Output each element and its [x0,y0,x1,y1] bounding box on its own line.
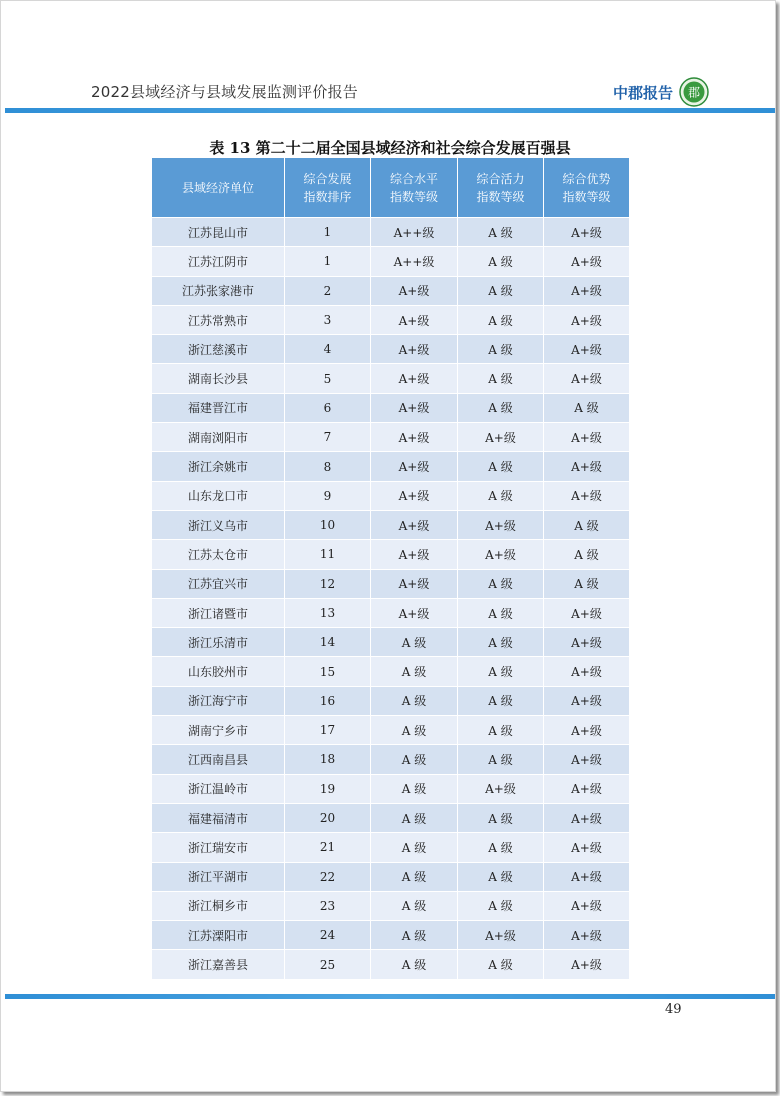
cell-rank: 1 [285,247,371,276]
cell-rank: 8 [285,452,371,481]
table-row [152,598,630,627]
cell-level-grade: A 级 [371,774,458,803]
table-row [152,657,630,686]
cell-county-name: 浙江诸暨市 [152,598,285,627]
table-row [152,540,630,569]
cell-county-name: 湖南浏阳市 [152,423,285,452]
footer-divider [5,994,775,999]
cell-level-grade: A+级 [371,276,458,305]
table-row [152,393,630,422]
cell-advantage-grade: A+级 [544,628,630,657]
cell-vitality-grade: A 级 [458,686,544,715]
table-row [152,891,630,920]
cell-rank: 2 [285,276,371,305]
cell-level-grade: A+级 [371,481,458,510]
cell-level-grade: A++级 [371,247,458,276]
cell-county-name: 浙江瑞安市 [152,833,285,862]
cell-level-grade: A 级 [371,686,458,715]
cell-county-name: 浙江余姚市 [152,452,285,481]
header-advantage [544,158,630,218]
cell-vitality-grade: A+级 [458,540,544,569]
cell-vitality-grade: A 级 [458,247,544,276]
cell-level-grade: A+级 [371,452,458,481]
cell-rank: 19 [285,774,371,803]
cell-rank: 21 [285,833,371,862]
table-row [152,276,630,305]
cell-county-name: 浙江温岭市 [152,774,285,803]
cell-county-name: 浙江慈溪市 [152,335,285,364]
cell-vitality-grade: A 级 [458,628,544,657]
cell-rank: 1 [285,218,371,247]
county-ranking-table [151,157,630,980]
table-body [152,218,630,980]
cell-advantage-grade: A+级 [544,598,630,627]
cell-level-grade: A 级 [371,745,458,774]
cell-vitality-grade: A 级 [458,891,544,920]
table-row [152,921,630,950]
table-row [152,305,630,334]
cell-county-name: 浙江海宁市 [152,686,285,715]
table-row [152,218,630,247]
header-rank [285,158,371,218]
cell-rank: 15 [285,657,371,686]
cell-rank: 12 [285,569,371,598]
cell-level-grade: A+级 [371,305,458,334]
cell-rank: 3 [285,305,371,334]
cell-vitality-grade: A 级 [458,218,544,247]
cell-rank: 4 [285,335,371,364]
cell-vitality-grade: A 级 [458,803,544,832]
cell-vitality-grade: A 级 [458,833,544,862]
cell-advantage-grade: A+级 [544,481,630,510]
cell-level-grade: A 级 [371,891,458,920]
cell-rank: 20 [285,803,371,832]
report-title: 2022县域经济与县域发展监测评价报告 [91,83,358,101]
cell-level-grade: A+级 [371,364,458,393]
cell-rank: 6 [285,393,371,422]
cell-rank: 5 [285,364,371,393]
cell-advantage-grade: A+级 [544,891,630,920]
table-row [152,569,630,598]
cell-county-name: 浙江义乌市 [152,510,285,539]
cell-vitality-grade: A 级 [458,452,544,481]
table-row [152,950,630,979]
cell-county-name: 浙江平湖市 [152,862,285,891]
header-level [371,158,458,218]
cell-advantage-grade: A 级 [544,510,630,539]
cell-level-grade: A++级 [371,218,458,247]
brand-name: 中郡报告 [613,83,674,102]
cell-advantage-grade: A+级 [544,423,630,452]
cell-county-name: 浙江乐清市 [152,628,285,657]
cell-level-grade: A+级 [371,393,458,422]
cell-advantage-grade: A+级 [544,657,630,686]
cell-county-name: 江苏宜兴市 [152,569,285,598]
cell-vitality-grade: A 级 [458,569,544,598]
cell-rank: 18 [285,745,371,774]
cell-advantage-grade: A+级 [544,247,630,276]
cell-county-name: 江苏张家港市 [152,276,285,305]
cell-county-name: 江苏昆山市 [152,218,285,247]
cell-advantage-grade: A+级 [544,833,630,862]
cell-advantage-grade: A+级 [544,305,630,334]
cell-level-grade: A 级 [371,803,458,832]
table-row [152,364,630,393]
cell-county-name: 福建晋江市 [152,393,285,422]
cell-advantage-grade: A+级 [544,218,630,247]
table-caption: 表 13 第二十二届全国县域经济和社会综合发展百强县 [209,139,571,157]
cell-level-grade: A+级 [371,423,458,452]
cell-advantage-grade: A+级 [544,803,630,832]
table-row [152,481,630,510]
page-number: 49 [665,1002,682,1017]
cell-rank: 10 [285,510,371,539]
cell-rank: 17 [285,716,371,745]
cell-county-name: 江苏太仓市 [152,540,285,569]
cell-vitality-grade: A 级 [458,950,544,979]
cell-vitality-grade: A 级 [458,393,544,422]
cell-level-grade: A+级 [371,540,458,569]
cell-county-name: 江西南昌县 [152,745,285,774]
table-row [152,833,630,862]
cell-advantage-grade: A+级 [544,774,630,803]
table-row [152,423,630,452]
cell-county-name: 山东胶州市 [152,657,285,686]
header-vitality [458,158,544,218]
table-row [152,452,630,481]
cell-advantage-grade: A+级 [544,452,630,481]
cell-advantage-grade: A+级 [544,745,630,774]
cell-county-name: 江苏常熟市 [152,305,285,334]
cell-advantage-grade: A+级 [544,686,630,715]
cell-level-grade: A+级 [371,510,458,539]
cell-level-grade: A+级 [371,569,458,598]
cell-advantage-grade: A+级 [544,335,630,364]
cell-rank: 14 [285,628,371,657]
cell-vitality-grade: A 级 [458,276,544,305]
table-row [152,774,630,803]
cell-vitality-grade: A 级 [458,598,544,627]
cell-advantage-grade: A+级 [544,862,630,891]
cell-advantage-grade: A+级 [544,364,630,393]
cell-vitality-grade: A 级 [458,481,544,510]
cell-level-grade: A+级 [371,598,458,627]
cell-vitality-grade: A+级 [458,423,544,452]
cell-vitality-grade: A+级 [458,921,544,950]
cell-level-grade: A 级 [371,657,458,686]
cell-rank: 11 [285,540,371,569]
brand [613,77,709,107]
cell-rank: 13 [285,598,371,627]
cell-level-grade: A 级 [371,716,458,745]
table-row [152,335,630,364]
cell-level-grade: A 级 [371,862,458,891]
table-row [152,247,630,276]
cell-county-name: 山东龙口市 [152,481,285,510]
cell-advantage-grade: A+级 [544,276,630,305]
table-row [152,716,630,745]
cell-level-grade: A 级 [371,950,458,979]
cell-vitality-grade: A 级 [458,745,544,774]
header-advantage-text: 综合优势指数等级 [562,171,611,204]
table-row [152,745,630,774]
cell-rank: 25 [285,950,371,979]
cell-advantage-grade: A 级 [544,393,630,422]
table-row [152,686,630,715]
table-row [152,862,630,891]
cell-county-name: 江苏江阴市 [152,247,285,276]
cell-county-name: 浙江桐乡市 [152,891,285,920]
header-divider [5,108,775,113]
cell-rank: 24 [285,921,371,950]
header-level-text: 综合水平指数等级 [389,171,438,204]
header-unit: 县域经济单位 [152,158,285,218]
cell-advantage-grade: A+级 [544,921,630,950]
cell-rank: 9 [285,481,371,510]
table-row [152,803,630,832]
cell-level-grade: A+级 [371,335,458,364]
table-row [152,510,630,539]
cell-rank: 22 [285,862,371,891]
cell-level-grade: A 级 [371,921,458,950]
header-vitality-text: 综合活力指数等级 [476,171,525,204]
cell-county-name: 湖南长沙县 [152,364,285,393]
table-row [152,628,630,657]
cell-vitality-grade: A 级 [458,364,544,393]
cell-vitality-grade: A 级 [458,716,544,745]
cell-advantage-grade: A 级 [544,540,630,569]
cell-county-name: 浙江嘉善县 [152,950,285,979]
cell-advantage-grade: A+级 [544,950,630,979]
cell-county-name: 湖南宁乡市 [152,716,285,745]
cell-vitality-grade: A+级 [458,510,544,539]
cell-rank: 7 [285,423,371,452]
brand-logo-icon [679,77,709,107]
header-rank-text: 综合发展指数排序 [303,171,352,204]
cell-vitality-grade: A+级 [458,774,544,803]
cell-level-grade: A 级 [371,628,458,657]
cell-vitality-grade: A 级 [458,335,544,364]
cell-county-name: 江苏溧阳市 [152,921,285,950]
cell-county-name: 福建福清市 [152,803,285,832]
cell-vitality-grade: A 级 [458,657,544,686]
cell-vitality-grade: A 级 [458,305,544,334]
cell-rank: 16 [285,686,371,715]
brand-logo-char: 郡 [688,85,701,100]
cell-advantage-grade: A 级 [544,569,630,598]
cell-level-grade: A 级 [371,833,458,862]
cell-rank: 23 [285,891,371,920]
cell-vitality-grade: A 级 [458,862,544,891]
cell-advantage-grade: A+级 [544,716,630,745]
